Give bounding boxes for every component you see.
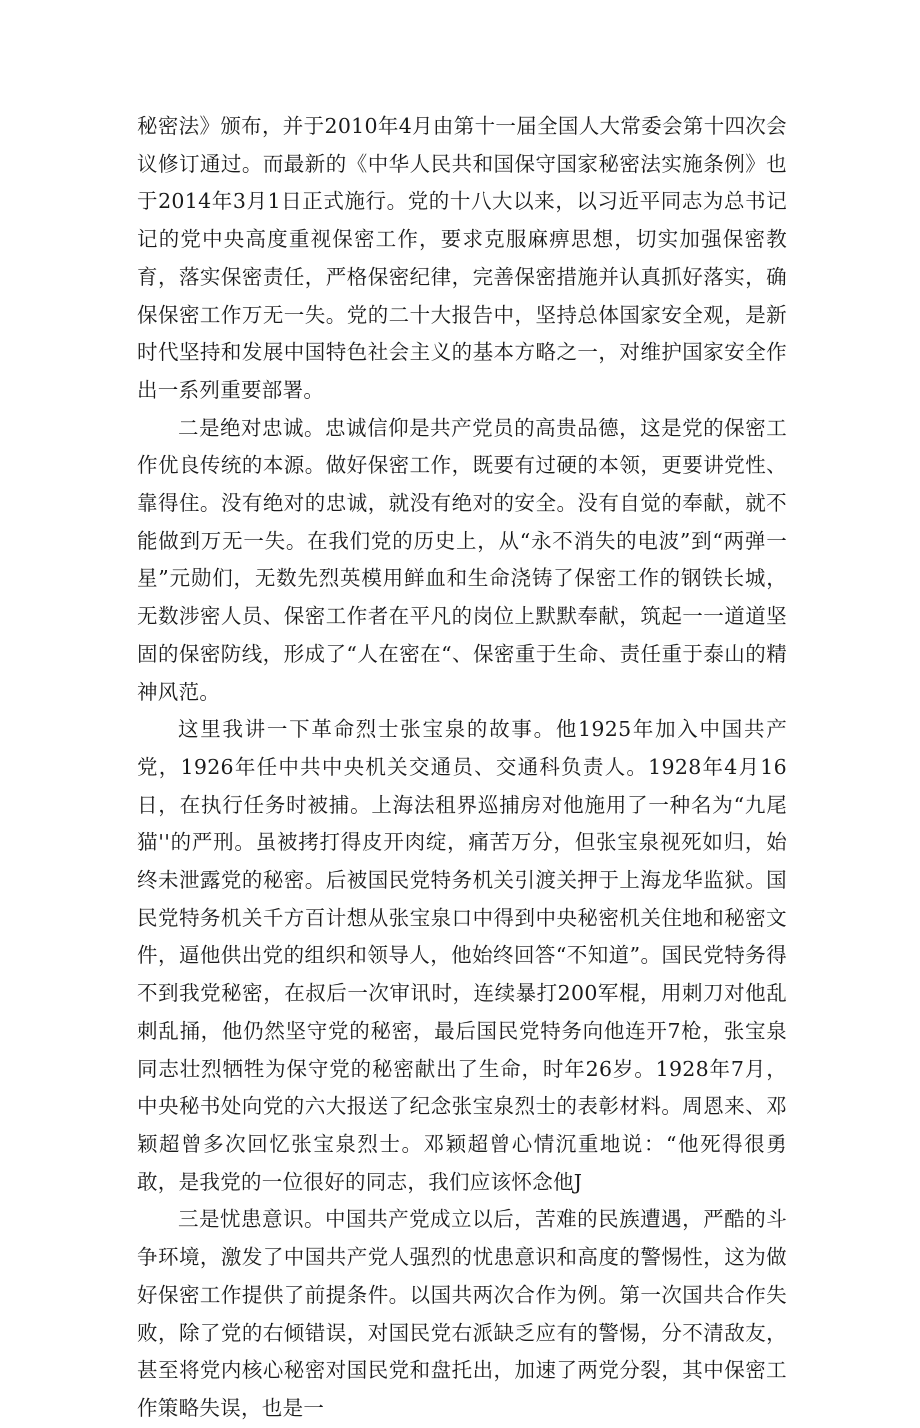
paragraph-2: 二是绝对忠诚。忠诚信仰是共产党员的高贵品德，这是党的保密工作优良传统的本源。做好保密工作，既要有过硬的本领，更要讲党性、靠得住。没有绝对的忠诚，就没有绝对的安全。没有自觉的奉献，就不能做到万无一失。在我们党的历史上，从“永不消失的电波”到“两弹一星”元勋们，无数先烈英模用鲜血和生命浇铸了保密工作的钢铁长城，无数涉密人员、保密工作者在平凡的岗位上默默奉献，筑起一一道道坚固的保密防线，形成了“人在密在“、保密重于生命、责任重于泰山的精神风范。 <box>137 415 787 704</box>
paragraph-4: 三是忧患意识。中国共产党成立以后，苦难的民族遭遇，严酷的斗争环境，激发了中国共产党人强烈的忧患意识和高度的警惕性，这为做好保密工作提供了前提条件。以国共两次合作为例。第一次国共合作失败，除了党的右倾错误，对国民党右派缺乏应有的警惕，分不清敌友，甚至将党内核心秘密对国民党和盘托出，加速了两党分裂，其中保密工作策略失误，也是一 <box>137 1207 787 1420</box>
paragraph-1: 秘密法》颁布，并于2010年4月由第十一届全国人大常委会第十四次会议修订通过。而最新的《中华人民共和国保守国家秘密法实施条例》也于2014年3月1日正式施行。党的十八大以来，以习近平同志为总书记记的党中央高度重视保密工作，要求克服麻痹思想，切实加强保密教育，落实保密责任，严格保密纪律，完善保密措施并认真抓好落实，确保保密工作万无一失。党的二十大报告中，坚持总体国家安全观，是新时代坚持和发展中国特色社会主义的基本方略之一，对维护国家安全作出一系列重要部署。 <box>137 114 787 402</box>
paragraph-3: 这里我讲一下革命烈士张宝泉的故事。他1925年加入中国共产党，1926年任中共中央机关交通员、交通科负责人。1928年4月16日，在执行任务时被捕。上海法租界巡捕房对他施用了一种名为“九尾猫''的严刑。虽被拷打得皮开肉绽，痛苦万分，但张宝泉视死如归，始终未泄露党的秘密。后被国民党特务机关引渡关押于上海龙华监狱。国民党特务机关千方百计想从张宝泉口中得到中央秘密机关住地和秘密文件，逼他供出党的组织和领导人，他始终回答“不知道”。国民党特务得不到我党秘密，在叔后一次审讯时，连续暴打200军棍，用刺刀对他乱刺乱捅，他仍然坚守党的秘密，最后国民党特务向他连开7枪，张宝泉同志壮烈牺牲为保守党的秘密献出了生命，时年26岁。1928年7月，中央秘书处向党的六大报送了纪念张宝泉烈士的表彰材料。周恩来、邓颖超曾多次回忆张宝泉烈士。邓颖超曾心情沉重地说：“他死得很勇敢，是我党的一位很好的同志，我们应该怀念他J <box>137 717 787 1194</box>
document-page <box>137 108 787 1428</box>
